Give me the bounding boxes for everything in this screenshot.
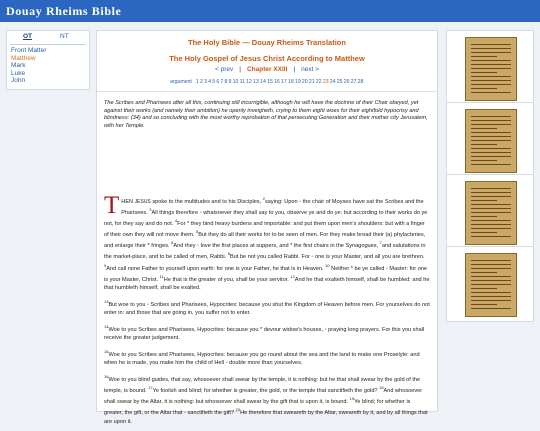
- scan-text-line: [471, 300, 511, 301]
- verse-paragraph: [104, 348, 430, 367]
- scan-text-line: [471, 212, 511, 213]
- chapter-number-link[interactable]: 9: [228, 79, 232, 85]
- verse-text-run: But woe to you ◦ Scribes and Pharisees, Hypocrites: because you shut the Kingdom of Heaven before men. For yourselves do not enter in: and those that are going in, you suffer not to enter.: [104, 301, 430, 316]
- scan-text-line: [471, 284, 511, 285]
- verse-text-run: And he that exalteth himself, shall be humbled: and he that humbleth himself, shall be exalted.: [104, 276, 430, 291]
- verse-text-run: Neither * be ye called ◦ Master: for one is your Master, Christ.: [104, 265, 428, 283]
- verse-text-run: spoke to the multitudes and to his Disciples,: [150, 198, 263, 205]
- verse-number: 9: [104, 262, 107, 268]
- verse-text: [104, 189, 430, 431]
- chapter-number-link[interactable]: 12: [246, 79, 252, 85]
- scan-text-line: [471, 156, 511, 157]
- chapter-number-link[interactable]: 22: [315, 79, 322, 85]
- header-divider: [97, 91, 437, 92]
- scan-text-line: [471, 288, 497, 289]
- chapter-number-link[interactable]: 13: [253, 79, 259, 85]
- verse-text-run: and salutations in the market-place, and to be called of men, Rabbi.: [104, 243, 426, 261]
- scan-text-line: [471, 292, 511, 293]
- verse-text-run: Woe to you Scribes and Pharisees, Hypocrites: because you * devour widow's houses, ◦ praying long prayers. For this you shall receive the greater judgement.: [104, 326, 425, 341]
- drop-cap: T: [104, 191, 120, 219]
- verse-text-run: He that is the greater of you, shall be your servitor.: [163, 276, 291, 283]
- verse-text-run: saying: Upon ◦ the chair of Moyses have sat the Scribes and the Pharisees.: [121, 198, 424, 216]
- scanned-page-image: [465, 181, 517, 245]
- chapter-number-link[interactable]: 21: [308, 79, 315, 85]
- chapter-number-link[interactable]: 23: [322, 79, 329, 85]
- verse-number: 5: [196, 229, 199, 235]
- scan-text-line: [471, 276, 511, 277]
- verse-number: 12: [290, 273, 295, 279]
- scan-text-line: [471, 272, 497, 273]
- sidebar-book-link[interactable]: Front Matter: [11, 47, 47, 54]
- verse-text-run: But be not you called Rabbi. For ◦ one is your Master, and all you are brethren.: [230, 254, 425, 261]
- verse-number: 17: [148, 385, 153, 391]
- verse-number: 18: [379, 385, 384, 391]
- scan-text-line: [471, 124, 511, 125]
- scanned-page-image: [465, 109, 517, 173]
- verse-paragraph: [104, 373, 430, 426]
- chapter-number-link[interactable]: 17: [281, 79, 287, 85]
- verse-paragraph: [104, 191, 430, 293]
- sidebar-book-link[interactable]: Matthew: [11, 54, 36, 62]
- verse-text-run: But they do all their works for to be seen of men. For they make broad their (a) phylacteries, and enlarge their * fringes.: [104, 231, 426, 250]
- scan-text-line: [471, 264, 511, 265]
- verse-number: 8: [227, 251, 230, 257]
- verse-text-run: HEN: [121, 198, 135, 205]
- scan-text-line: [471, 68, 511, 69]
- chapter-number-link[interactable]: 16: [274, 79, 280, 85]
- verse-text-run: For * they bind heavy burdens and importable: and put them upon men's shoulders: but with a finger of their own they will not move them.: [104, 220, 425, 238]
- verse-number: 19: [349, 396, 355, 402]
- scan-text-line: [471, 92, 511, 93]
- verse-text-run: Woe to you Scribes and Pharisees, Hypocrites: because you go round about the sea and the land to make one Proselyte: and when he is made, you make him the child of Hell ◦ double more than yourselves.: [104, 351, 420, 366]
- verse-text-run: Ye blind; for whether is greater, the gift, or the Altar that ◦ sanctifieth the gift?: [104, 399, 411, 417]
- chapter-summary: The Scribes and Pharisees after all this, continuing still incorrigible, although he will have the doctrine of their Chair obeyed, yet against their works (and namely their ambition) he openly inveigheth, crying to them eight woes for their eightfold hypocrisy and blindness: (34) and so concluding with the most worthy reprobation of that persecuting Generation and their mother city Jerusalem, with her Temple.: [104, 100, 428, 129]
- book-sidebar: [6, 30, 90, 90]
- scan-text-line: [471, 88, 497, 89]
- scan-thumbnail[interactable]: [446, 246, 534, 322]
- verse-number: 13: [104, 298, 109, 304]
- verse-number: 15: [104, 348, 109, 354]
- scan-text-line: [471, 52, 511, 53]
- scan-text-line: [471, 196, 511, 197]
- site-title[interactable]: Douay Rheims Bible: [6, 4, 122, 18]
- scanned-page-image: [465, 37, 517, 101]
- scan-text-line: [471, 200, 497, 201]
- verse-number: 10: [325, 262, 330, 268]
- book-list: [11, 47, 46, 85]
- scan-text-line: [471, 116, 511, 117]
- nav-separator: |: [293, 66, 296, 73]
- chapter-number-link[interactable]: 25: [336, 79, 343, 85]
- chapter-number-link[interactable]: 15: [267, 79, 273, 85]
- verse-name: JESUS: [134, 198, 151, 205]
- chapter-number-link[interactable]: 4: [208, 79, 212, 85]
- verse-number: 4: [174, 217, 178, 223]
- chapter-number-link[interactable]: 20: [301, 79, 308, 85]
- scan-text-line: [471, 308, 511, 309]
- verse-number: 6: [171, 240, 174, 246]
- prev-chapter-link[interactable]: < prev: [214, 66, 234, 73]
- scan-text-line: [471, 136, 511, 137]
- scan-text-line: [471, 204, 511, 205]
- scan-text-line: [471, 232, 497, 233]
- scan-thumbnail[interactable]: [446, 102, 534, 178]
- scan-thumbnail[interactable]: [446, 174, 534, 250]
- scan-text-line: [471, 64, 511, 65]
- chapter-number-link[interactable]: 24: [329, 79, 336, 85]
- scan-text-line: [471, 160, 497, 161]
- chapter-number-link[interactable]: 8: [224, 79, 228, 85]
- verse-text-run: He therefore that sweareth by the Altar, sweareth by it, and by all things that are upon it.: [104, 410, 428, 425]
- scan-text-line: [471, 120, 511, 121]
- verse-text-run: All things therefore ◦ whatsoever they shall say to you, observe ye and do ye: but according to their works do ye not, for they say and do not.: [104, 209, 428, 227]
- chapter-index: [97, 79, 437, 85]
- scan-text-line: [471, 132, 511, 133]
- chapter-number-link[interactable]: 18: [287, 79, 294, 85]
- top-header-bar: [0, 0, 540, 22]
- scan-text-line: [471, 128, 497, 129]
- scan-text-line: [471, 140, 511, 141]
- verse-number: 16: [104, 373, 109, 379]
- chapter-number-link[interactable]: 7: [220, 79, 224, 85]
- scan-text-line: [471, 228, 511, 229]
- sidebar-book-link[interactable]: Luke: [11, 69, 26, 77]
- scan-text-line: [471, 220, 511, 221]
- chapter-number-link[interactable]: 19: [294, 79, 301, 85]
- verse-paragraph: [104, 298, 430, 317]
- scan-thumbnail[interactable]: [446, 30, 534, 106]
- tab-old-testament[interactable]: OT: [23, 33, 33, 40]
- verse-paragraph: [104, 323, 430, 342]
- scan-text-line: [471, 296, 511, 297]
- sidebar-book-link[interactable]: Mark: [11, 62, 26, 69]
- verse-number: 3: [149, 206, 152, 212]
- scan-text-line: [471, 216, 497, 217]
- scan-text-line: [471, 44, 511, 45]
- chapter-number-link[interactable]: 1: [195, 79, 199, 85]
- scan-text-line: [471, 76, 511, 77]
- scan-text-line: [471, 236, 511, 237]
- scan-text-line: [471, 224, 511, 225]
- scanned-page-image: [465, 253, 517, 317]
- testament-tabs: [7, 31, 89, 44]
- argument-link[interactable]: argument: [169, 79, 192, 85]
- chapter-number-link[interactable]: 10: [232, 79, 239, 85]
- verse-text-run: And whosoever shall swear by the Altar, it is nothing: but whosoever shall swear by the gift that is upon it, is bound.: [104, 387, 423, 406]
- scan-text-line: [471, 60, 511, 61]
- tab-divider: [10, 44, 86, 45]
- scan-text-line: [471, 80, 511, 81]
- verse-number: 11: [159, 273, 164, 279]
- nav-separator: |: [239, 66, 241, 73]
- scan-text-line: [471, 56, 497, 57]
- scan-text-line: [471, 152, 511, 153]
- chapter-number-link[interactable]: 2: [200, 79, 203, 85]
- verse-number: 20: [235, 407, 241, 413]
- book-title: The Holy Gospel of Jesus Christ According to Matthew: [169, 54, 365, 63]
- verse-number: 7: [379, 240, 382, 246]
- verse-text-run: Ye foolish and blind; for whether is greater, the gold, or the temple that sanctifieth the gold?: [152, 387, 380, 394]
- scan-text-line: [471, 148, 511, 149]
- scan-text-line: [471, 268, 511, 269]
- verse-text-run: And they ◦ love the first places at suppers, and * the first chairs in the Synagogues,: [173, 243, 380, 250]
- scan-text-line: [471, 164, 511, 165]
- scan-text-line: [471, 260, 511, 261]
- scan-text-line: [471, 72, 497, 73]
- scan-text-line: [471, 188, 511, 189]
- chapter-navigation: [97, 66, 437, 73]
- verse-text-run: And call none Father to yourself upon earth: for one is your Father, he that is in Heaven.: [106, 265, 326, 272]
- tab-new-testament[interactable]: NT: [60, 33, 69, 40]
- chapter-number-link[interactable]: 26: [343, 79, 350, 85]
- next-chapter-link[interactable]: next >: [301, 66, 319, 73]
- chapter-number-link[interactable]: 27: [350, 79, 357, 85]
- chapter-number-link[interactable]: 5: [212, 79, 216, 85]
- verse-number: 2: [262, 195, 265, 201]
- scan-text-line: [471, 84, 511, 85]
- chapter-number-link[interactable]: 11: [239, 79, 245, 85]
- chapter-number-link[interactable]: 3: [204, 79, 207, 85]
- verse-number: 14: [104, 323, 109, 329]
- scan-text-line: [471, 144, 497, 145]
- chapter-number-link[interactable]: 28: [357, 79, 364, 85]
- scan-text-line: [471, 48, 511, 49]
- scan-text-line: [471, 192, 511, 193]
- scan-text-line: [471, 208, 511, 209]
- chapter-number-link[interactable]: 6: [216, 79, 220, 85]
- verse-text-run: Woe to you blind guides, that say, whosoever shall swear by the temple, it is nothing: but he that shall swear by the gold of the temple, is bound.: [104, 376, 421, 394]
- chapter-panel: [96, 30, 438, 425]
- current-chapter-label: Chapter XXIII: [246, 66, 288, 73]
- scan-text-line: [471, 280, 511, 281]
- sidebar-book-link[interactable]: John: [11, 77, 26, 84]
- scan-text-line: [471, 304, 497, 305]
- bible-title: The Holy Bible — Douay Rheims Translation: [188, 38, 346, 47]
- chapter-number-link[interactable]: 14: [260, 79, 266, 85]
